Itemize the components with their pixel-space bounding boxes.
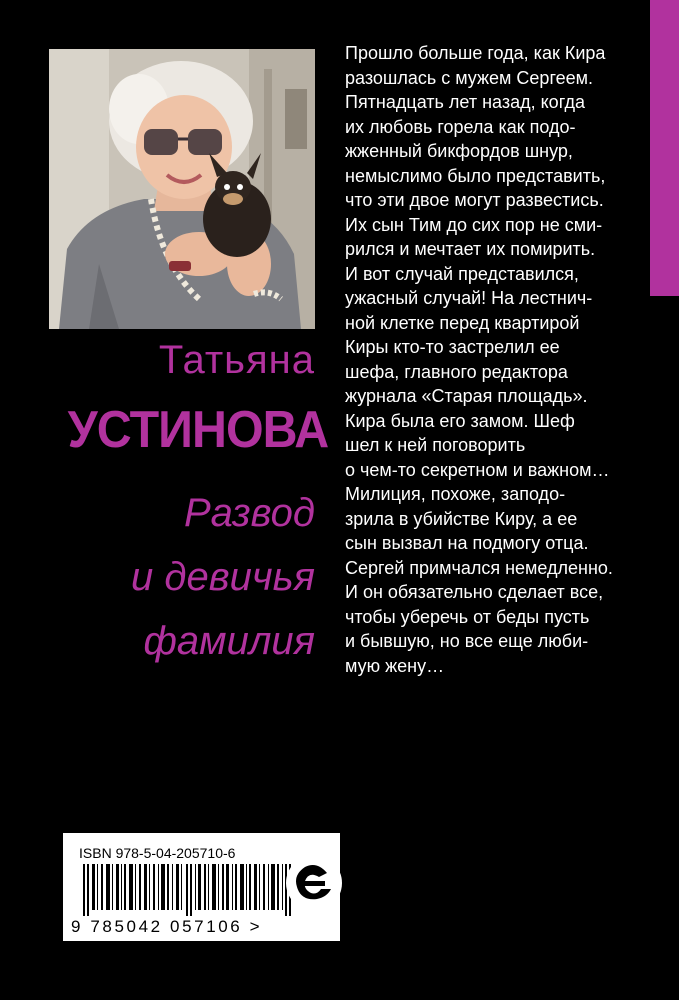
author-photo <box>49 49 315 329</box>
book-title-line-3: фамилия <box>143 619 315 663</box>
blurb-line: ной клетке перед квартирой <box>345 312 580 333</box>
publisher-logo <box>277 853 351 941</box>
isbn-label: ISBN 978-5-04-205710-6 <box>79 845 236 861</box>
blurb-line: Сергей примчался немедленно. <box>345 557 613 578</box>
blurb-line: ужасный случай! На лестнич- <box>345 288 593 308</box>
blurb-line: И вот случай представился, <box>345 263 579 284</box>
accent-bar <box>650 0 679 296</box>
blurb-line: что эти двое могут развестись. <box>345 190 604 210</box>
eksmo-logo-icon <box>277 853 351 913</box>
blurb-line: мую жену… <box>345 655 445 676</box>
blurb-line: Кира была его замом. Шеф <box>345 410 575 431</box>
blurb-line: сын вызвал на подмогу отца. <box>345 533 589 553</box>
blurb-line: рился и мечтает их помирить. <box>345 239 596 259</box>
blurb-line: немыслимо было представить, <box>345 165 606 186</box>
blurb-line: Киры кто-то застрелил ее <box>345 337 560 357</box>
barcode-icon <box>83 864 301 916</box>
blurb-line: зрила в убийстве Киру, а ее <box>345 508 578 529</box>
blurb-line: и бывшую, но все еще люби- <box>345 631 589 651</box>
blurb-line: о чем-то секретном и важном… <box>345 459 610 480</box>
book-title-line-2: и девичья <box>131 555 315 599</box>
book-title-line-1: Развод <box>184 491 315 535</box>
blurb-line: Милиция, похоже, заподо- <box>345 484 566 504</box>
blurb-line: Их сын Тим до сих пор не сми- <box>345 214 603 235</box>
blurb-line: Пятнадцать лет назад, когда <box>345 92 585 112</box>
blurb-line: шел к ней поговорить <box>345 435 526 455</box>
blurb-line: чтобы уберечь от беды пусть <box>345 606 590 627</box>
blurb-line: разошлась с мужем Сергеем. <box>345 67 594 88</box>
publisher-name: ЭКСМО <box>290 917 338 931</box>
author-last-name: УСТИНОВА <box>67 401 329 459</box>
blurb-line: шефа, главного редактора <box>345 361 568 382</box>
blurb-line: жженный бикфордов шнур, <box>345 141 573 161</box>
blurb-line: их любовь горела как подо- <box>345 116 576 137</box>
blurb-line: Прошло больше года, как Кира <box>345 43 606 63</box>
blurb-text <box>345 41 645 678</box>
blurb-line: журнала «Старая площадь». <box>345 386 588 406</box>
blurb-line: И он обязательно сделает все, <box>345 582 604 602</box>
ean-digits: 9 785042 057106 > <box>71 917 263 936</box>
author-first-name: Татьяна <box>158 338 315 382</box>
